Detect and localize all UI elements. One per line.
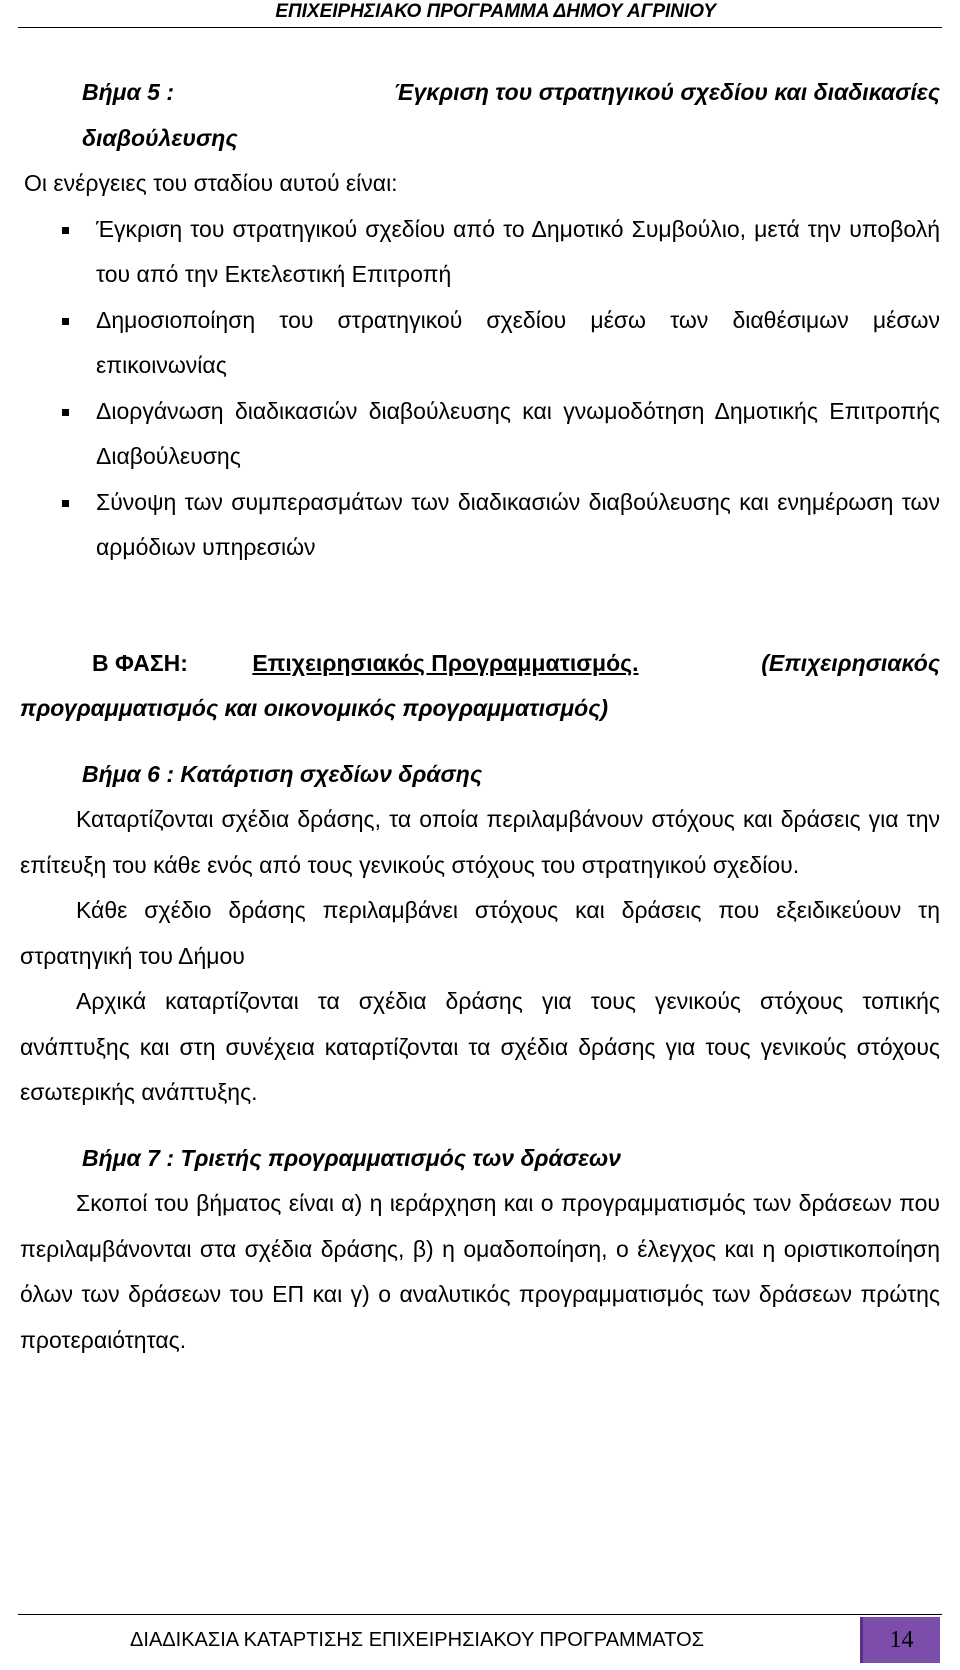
- page-number: 14: [860, 1617, 940, 1663]
- step6-paragraph: Κάθε σχέδιο δράσης περιλαμβάνει στόχους και δράσεις που εξειδικεύουν τη στρατηγική του Δήμου: [20, 897, 940, 969]
- list-item: [20, 389, 940, 480]
- phase-subtitle-start: (Επιχειρησιακός: [761, 649, 940, 676]
- list-item-text: Διοργάνωση διαδικασιών διαβούλευσης και γνωμοδότηση Δημοτικής Επιτροπής Διαβούλευσης: [96, 397, 940, 469]
- step6-paragraph: Καταρτίζονται σχέδια δράσης, τα οποία περιλαμβάνουν στόχους και δράσεις για την επίτευξη του κάθε ενός από τους γενικούς στόχους του στρατηγικού σχεδίου.: [20, 806, 940, 878]
- header-rule: [18, 27, 942, 28]
- step6-paragraph: Αρχικά καταρτίζονται τα σχέδια δράσης για τους γενικούς στόχους τοπικής ανάπτυξης και στη συνέχεια καταρτίζονται τα σχέδια δράσης για τους γενικούς στόχους εσωτερικής ανάπτυξης.: [20, 988, 940, 1105]
- step5-title-continued: διαβούλευσης: [82, 124, 238, 151]
- phase-b-heading: [20, 641, 940, 732]
- step7-paragraph: Σκοποί του βήματος είναι α) η ιεράρχηση και ο προγραμματισμός των δράσεων που περιλαμβάνονται στα σχέδια δράσης, β) η ομαδοποίηση, ο έλεγχος και η οριστικοποίηση όλων των δράσεων του ΕΠ και γ) ο αναλυτικός προγραμματισμός των δράσεων πρώτης προτεραιότητας.: [20, 1190, 940, 1353]
- list-item-text: Δημοσιοποίηση του στρατηγικού σχεδίου μέσω των διαθέσιμων μέσων επικοινωνίας: [96, 306, 940, 378]
- footer-rule: [18, 1614, 942, 1615]
- phase-heading-line: [20, 641, 940, 687]
- phase-subtitle-rest: προγραμματισμός και οικονομικός προγραμματισμός): [20, 695, 609, 721]
- list-item-text: Έγκριση του στρατηγικού σχεδίου από το Δημοτικό Συμβούλιο, μετά την υποβολή του από την Εκτελεστική Επιτροπή: [96, 215, 940, 287]
- phase-title: Επιχειρησιακός Προγραμματισμός.: [252, 649, 639, 676]
- step5-section: [20, 70, 940, 571]
- step5-intro: Οι ενέργειες του σταδίου αυτού είναι:: [24, 170, 398, 196]
- phase-label: Β ΦΑΣΗ:: [92, 649, 188, 676]
- step6-heading: Βήμα 6 : Κατάρτιση σχεδίων δράσης: [82, 760, 483, 787]
- step6-section: [20, 752, 940, 1116]
- step5-bullet-list: [20, 207, 940, 571]
- list-item: [20, 298, 940, 389]
- running-footer: ΔΙΑΔΙΚΑΣΙΑ ΚΑΤΑΡΤΙΣΗΣ ΕΠΙΧΕΙΡΗΣΙΑΚΟΥ ΠΡΟΓΡΑΜΜΑΤΟΣ: [130, 1629, 704, 1651]
- list-item: [20, 207, 940, 298]
- running-header: ΕΠΙΧΕΙΡΗΣΙΑΚΟ ΠΡΟΓΡΑΜΜΑ ΔΗΜΟΥ ΑΓΡΙΝΙΟΥ: [275, 1, 716, 22]
- square-bullet-icon: [62, 227, 69, 234]
- step5-title: Έγκριση του στρατηγικού σχεδίου και διαδικασίες: [393, 79, 940, 105]
- square-bullet-icon: [62, 500, 69, 507]
- page-body: [20, 70, 940, 1363]
- step5-heading: [20, 70, 940, 116]
- square-bullet-icon: [62, 409, 69, 416]
- list-item-text: Σύνοψη των συμπερασμάτων των διαδικασιών διαβούλευσης και ενημέρωση των αρμόδιων υπηρεσιών: [96, 488, 940, 560]
- step7-section: [20, 1136, 940, 1364]
- square-bullet-icon: [62, 318, 69, 325]
- step7-heading: Βήμα 7 : Τριετής προγραμματισμός των δράσεων: [82, 1144, 621, 1171]
- list-item: [20, 480, 940, 571]
- step5-label: Βήμα 5 :: [82, 79, 175, 105]
